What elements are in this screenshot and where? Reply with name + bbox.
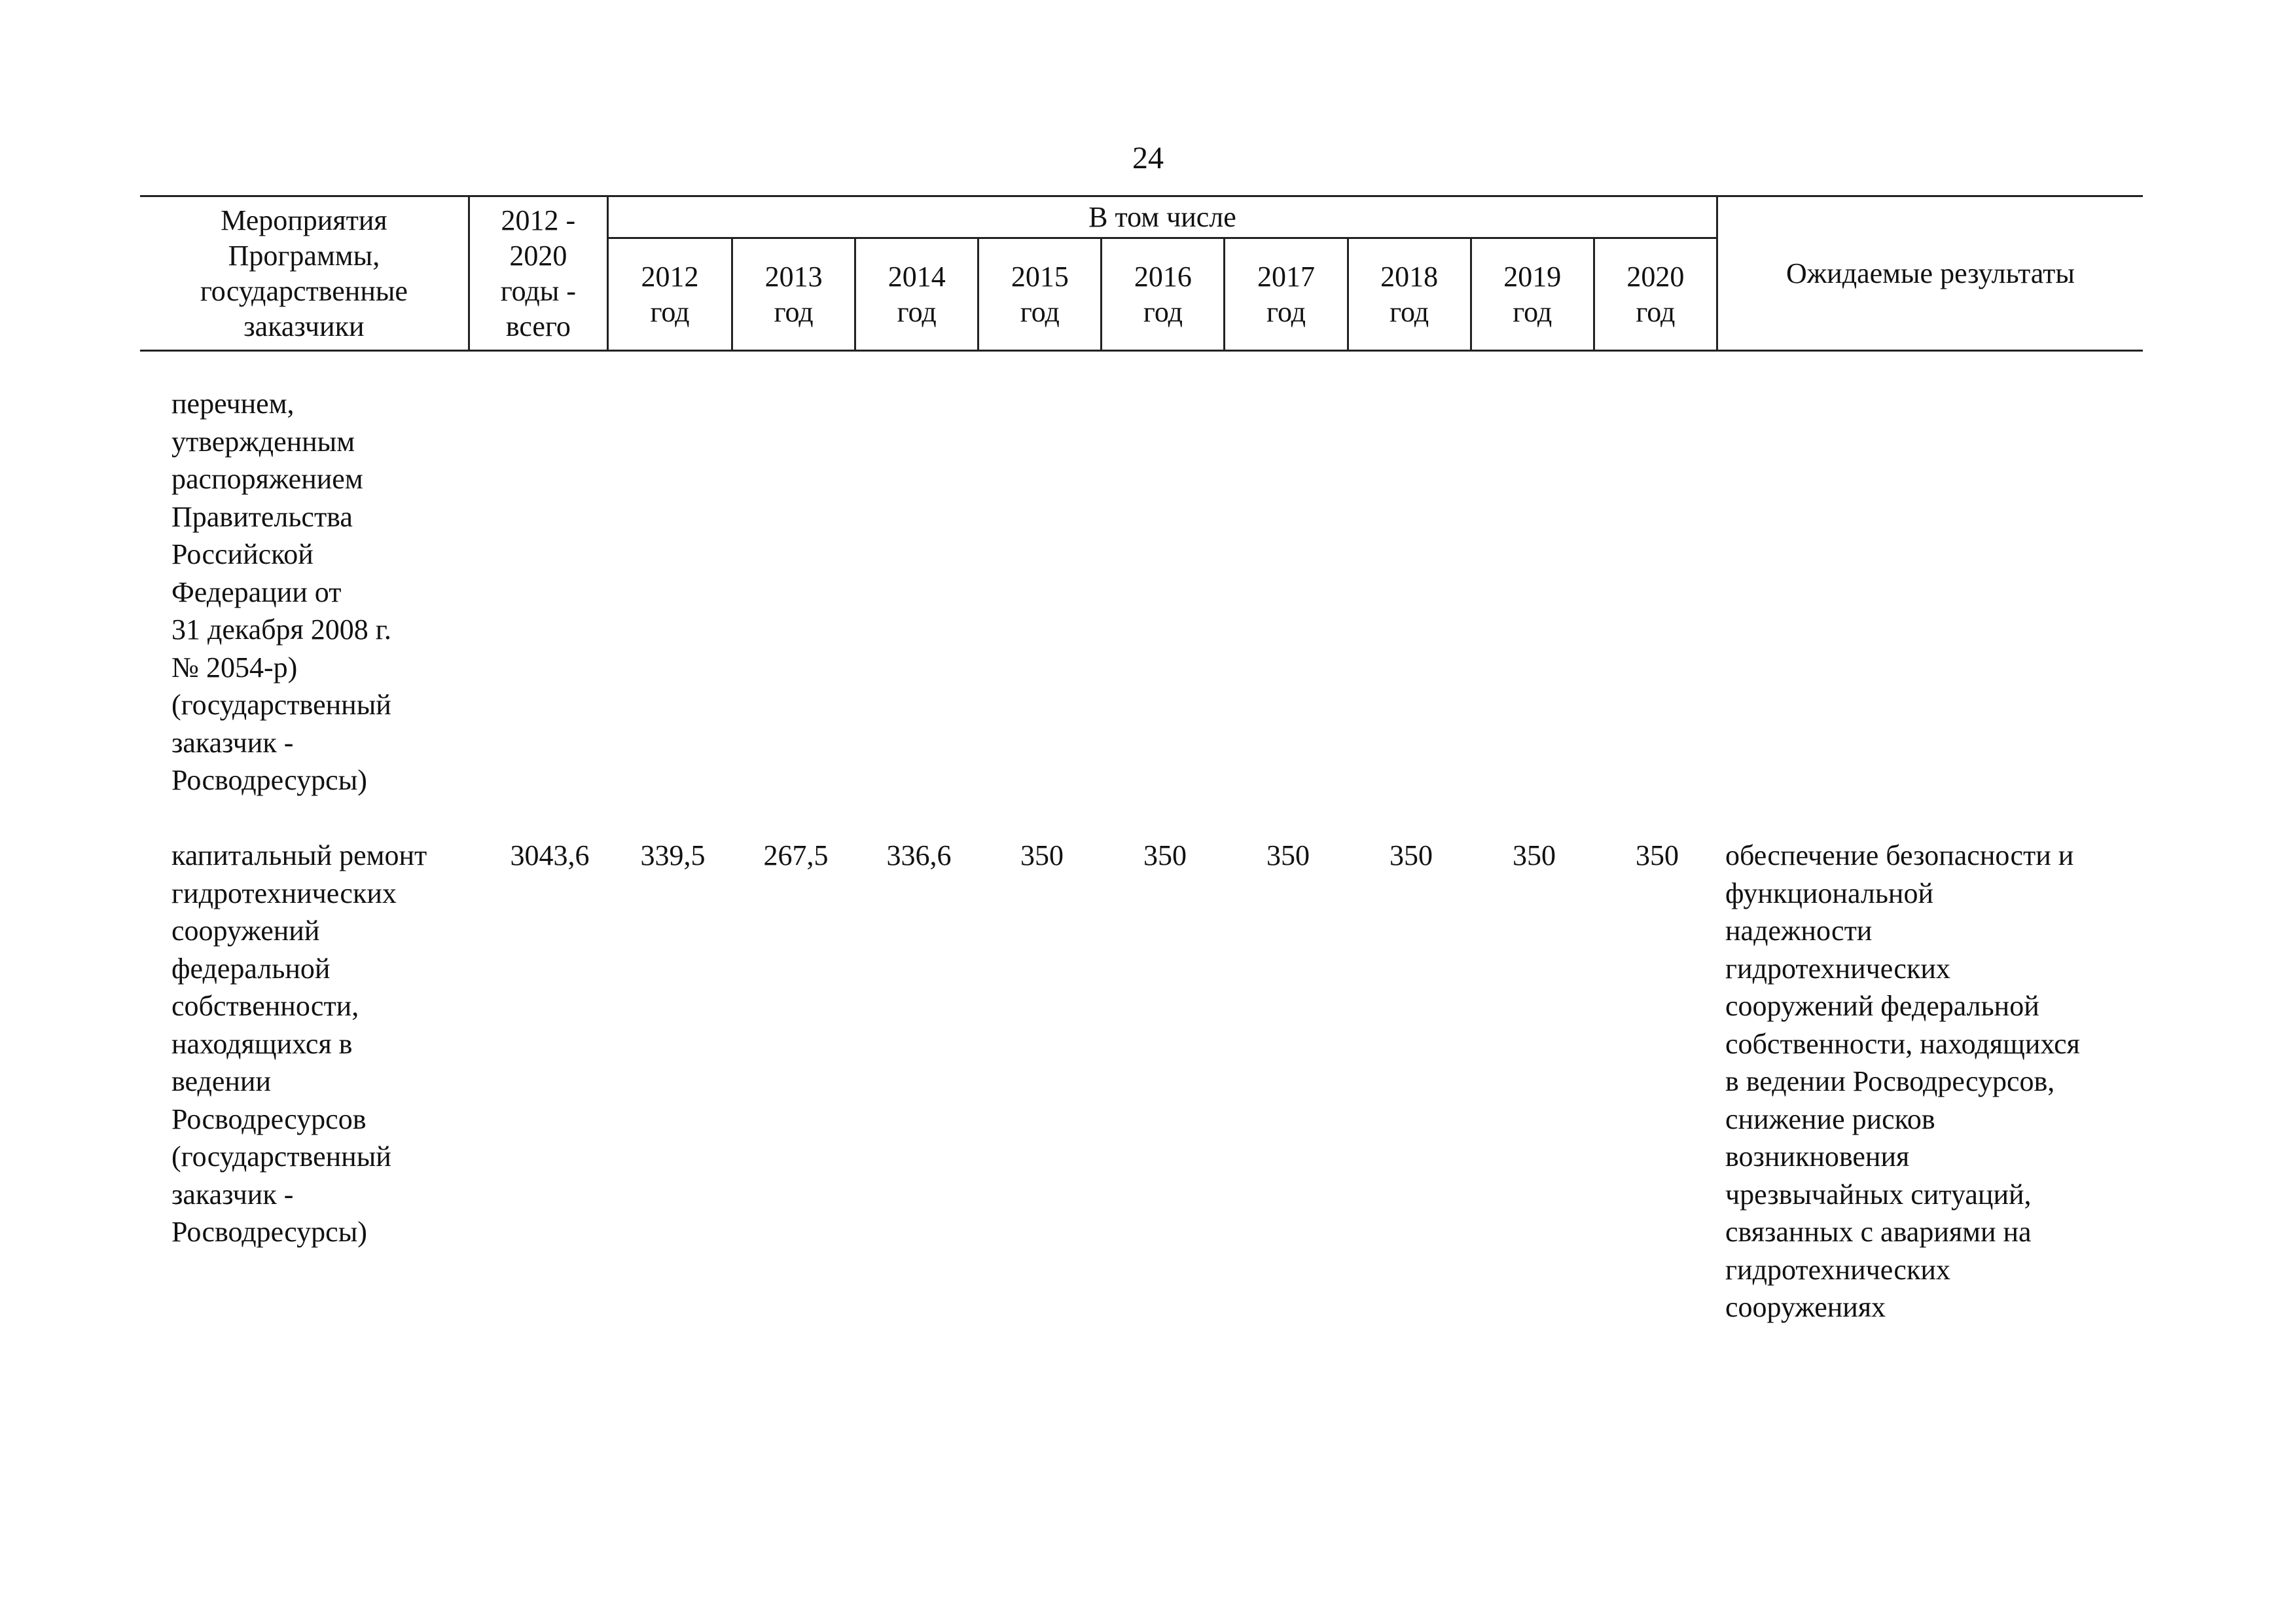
row-2-value-2018: 350 bbox=[1390, 839, 1433, 871]
row-2-value-2020: 350 bbox=[1636, 839, 1679, 871]
header-year: 2017 год bbox=[1225, 238, 1348, 351]
header-year: 2016 год bbox=[1102, 238, 1225, 351]
header-year: 2019 год bbox=[1471, 238, 1594, 351]
row-2-value-2015: 350 bbox=[1020, 839, 1064, 871]
row-2-value-2019: 350 bbox=[1513, 839, 1556, 871]
header-year: 2012 год bbox=[607, 238, 732, 351]
page-number: 24 bbox=[1132, 141, 1164, 175]
row-2-result: обеспечение безопасности и функциональной надежности гидротехнических сооружений федеральной собственности, находящихся в ведении Росводресурсов, снижение рисков возникновения чрезвычайных ситуаций, связанных с авариями на гидротехнических сооружениях bbox=[1725, 839, 2080, 1323]
header-year: 2013 год bbox=[732, 238, 855, 351]
header-results: Ожидаемые результаты bbox=[1717, 196, 2143, 351]
row-1-activity: перечнем, утвержденным распоряжением Правительства Российской Федерации от 31 декабря 2008 г. № 2054-р) (государственный заказчик - Росводресурсы) bbox=[171, 388, 391, 796]
header-in-that-number: В том числе bbox=[607, 196, 1717, 238]
row-2-value-2014: 336,6 bbox=[886, 839, 952, 871]
header-year: 2014 год bbox=[855, 238, 978, 351]
header-year: 2015 год bbox=[978, 238, 1102, 351]
header-activity: Мероприятия Программы, государственные заказчики bbox=[140, 196, 469, 351]
row-2-total: 3043,6 bbox=[510, 839, 590, 871]
row-2-value-2016: 350 bbox=[1143, 839, 1187, 871]
header-year: 2018 год bbox=[1348, 238, 1471, 351]
row-2-value-2017: 350 bbox=[1266, 839, 1310, 871]
header-total: 2012 - 2020 годы - всего bbox=[469, 196, 607, 351]
row-2-activity: капитальный ремонт гидротехнических сооружений федеральной собственности, находящихся в ведении Росводресурсов (государственный заказчик - Росводресурсы) bbox=[171, 839, 427, 1248]
table-header bbox=[140, 195, 2143, 352]
row-2-value-2012: 339,5 bbox=[640, 839, 706, 871]
header-year: 2020 год bbox=[1594, 238, 1717, 351]
row-2-value-2013: 267,5 bbox=[763, 839, 829, 871]
